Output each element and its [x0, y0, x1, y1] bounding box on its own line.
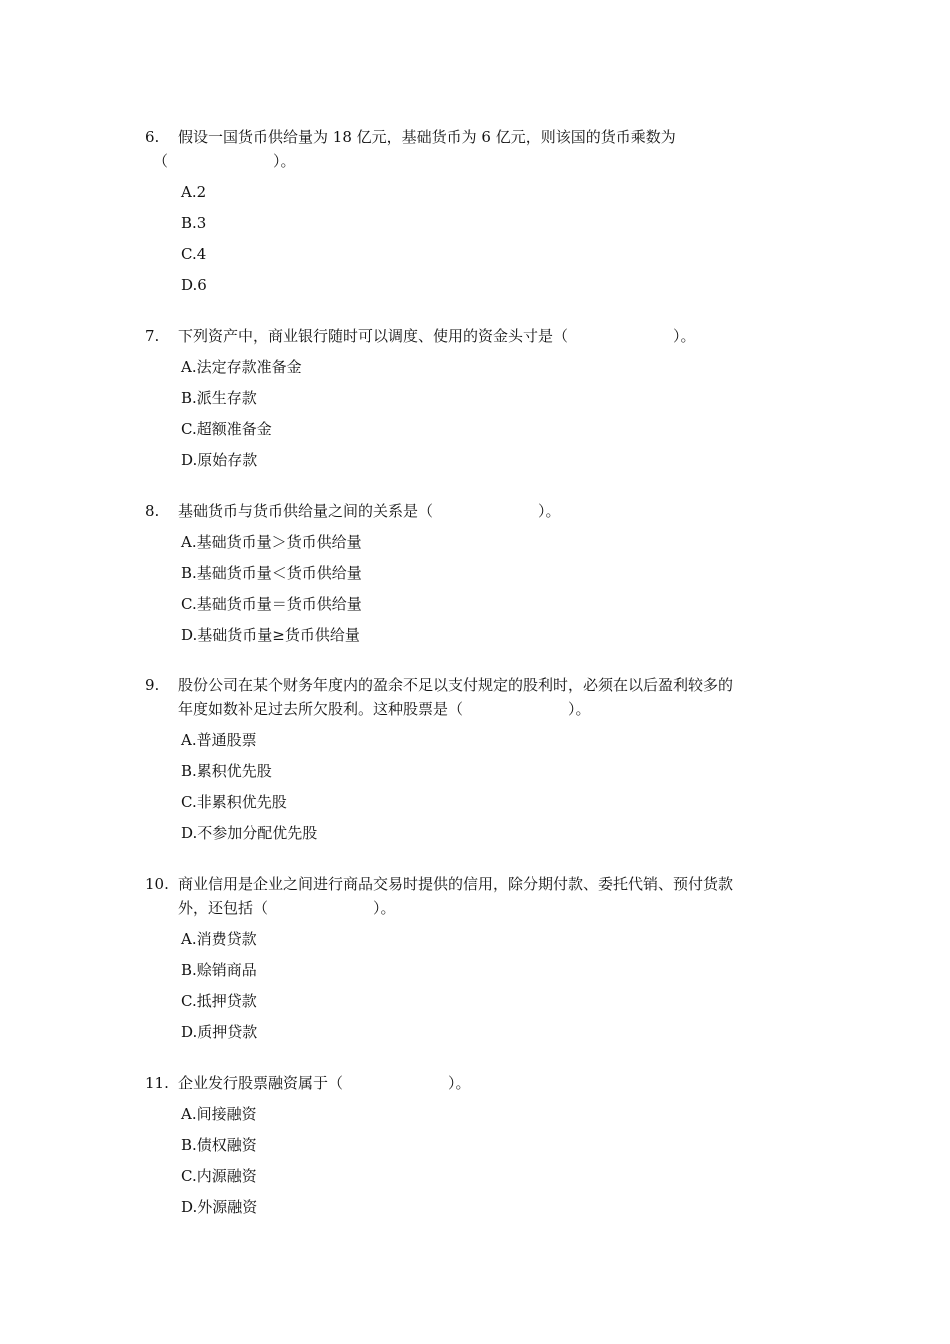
option-b: B.3	[181, 214, 207, 232]
option-a: A.普通股票	[181, 731, 257, 749]
question-number: 11.	[145, 1074, 169, 1092]
question-stem	[178, 1071, 805, 1095]
option-b: B.派生存款	[181, 389, 257, 407]
options-list	[181, 355, 805, 472]
option-d: D.原始存款	[181, 451, 258, 469]
question-number: 7.	[145, 327, 160, 345]
options-list	[181, 1102, 805, 1219]
stem-line-2	[178, 697, 805, 721]
stem-line-1: 假设一国货币供给量为 18 亿元，基础货币为 6 亿元，则该国的货币乘数为	[178, 128, 676, 146]
options-list	[181, 180, 805, 297]
option-c: C.超额准备金	[181, 420, 272, 438]
question-number: 10.	[145, 875, 169, 893]
blank-close-paren: ）。	[448, 1074, 471, 1092]
blank-close-paren: ）。	[373, 899, 396, 917]
question-10	[145, 872, 805, 1051]
question-stem	[153, 125, 805, 173]
option-d: D.基础货币量≥货币供给量	[181, 626, 360, 644]
question-7	[145, 324, 805, 479]
stem-text: 下列资产中，商业银行随时可以调度、使用的资金头寸是（	[178, 327, 569, 345]
option-c: C.4	[181, 245, 207, 263]
blank-open-paren: （	[153, 152, 169, 170]
blank-close-paren: ）。	[673, 327, 696, 345]
option-a: A.间接融资	[181, 1105, 257, 1123]
option-c: C.基础货币量＝货币供给量	[181, 595, 362, 613]
blank-close-paren: ）。	[273, 152, 296, 170]
question-number: 6.	[145, 128, 160, 146]
stem-line-1: 商业信用是企业之间进行商品交易时提供的信用，除分期付款、委托代销、预付货款	[178, 875, 734, 893]
stem-line-2	[178, 896, 805, 920]
option-a: A.基础货币量＞货币供给量	[181, 533, 362, 551]
option-b: B.基础货币量＜货币供给量	[181, 564, 362, 582]
question-stem	[178, 872, 805, 920]
question-6	[145, 125, 805, 304]
question-number: 9.	[145, 676, 160, 694]
option-d: D.外源融资	[181, 1198, 258, 1216]
option-a: A.法定存款准备金	[181, 358, 302, 376]
stem-text: 企业发行股票融资属于（	[178, 1074, 344, 1092]
option-d: D.不参加分配优先股	[181, 824, 318, 842]
question-9	[145, 673, 805, 852]
option-b: B.赊销商品	[181, 961, 257, 979]
blank-close-paren: ）。	[538, 502, 561, 520]
option-d: D.6	[181, 276, 207, 294]
option-c: C.内源融资	[181, 1167, 257, 1185]
option-c: C.非累积优先股	[181, 793, 287, 811]
stem-text: 年度如数补足过去所欠股利。这种股票是（	[178, 700, 464, 718]
question-stem	[178, 499, 805, 523]
option-d: D.质押贷款	[181, 1023, 258, 1041]
blank-close-paren: ）。	[568, 700, 591, 718]
question-number: 8.	[145, 502, 160, 520]
question-8	[145, 499, 805, 654]
stem-line-2	[153, 149, 805, 173]
question-stem	[178, 324, 805, 348]
options-list	[181, 530, 805, 647]
option-a: A.2	[181, 183, 207, 201]
options-list	[181, 927, 805, 1044]
question-11	[145, 1071, 805, 1226]
option-b: B.债权融资	[181, 1136, 257, 1154]
stem-text: 外，还包括（	[178, 899, 269, 917]
question-stem	[178, 673, 805, 721]
option-a: A.消费贷款	[181, 930, 257, 948]
stem-text: 基础货币与货币供给量之间的关系是（	[178, 502, 434, 520]
stem-line-1: 股份公司在某个财务年度内的盈余不足以支付规定的股利时，必须在以后盈利较多的	[178, 676, 734, 694]
option-b: B.累积优先股	[181, 762, 272, 780]
option-c: C.抵押贷款	[181, 992, 257, 1010]
options-list	[181, 728, 805, 845]
